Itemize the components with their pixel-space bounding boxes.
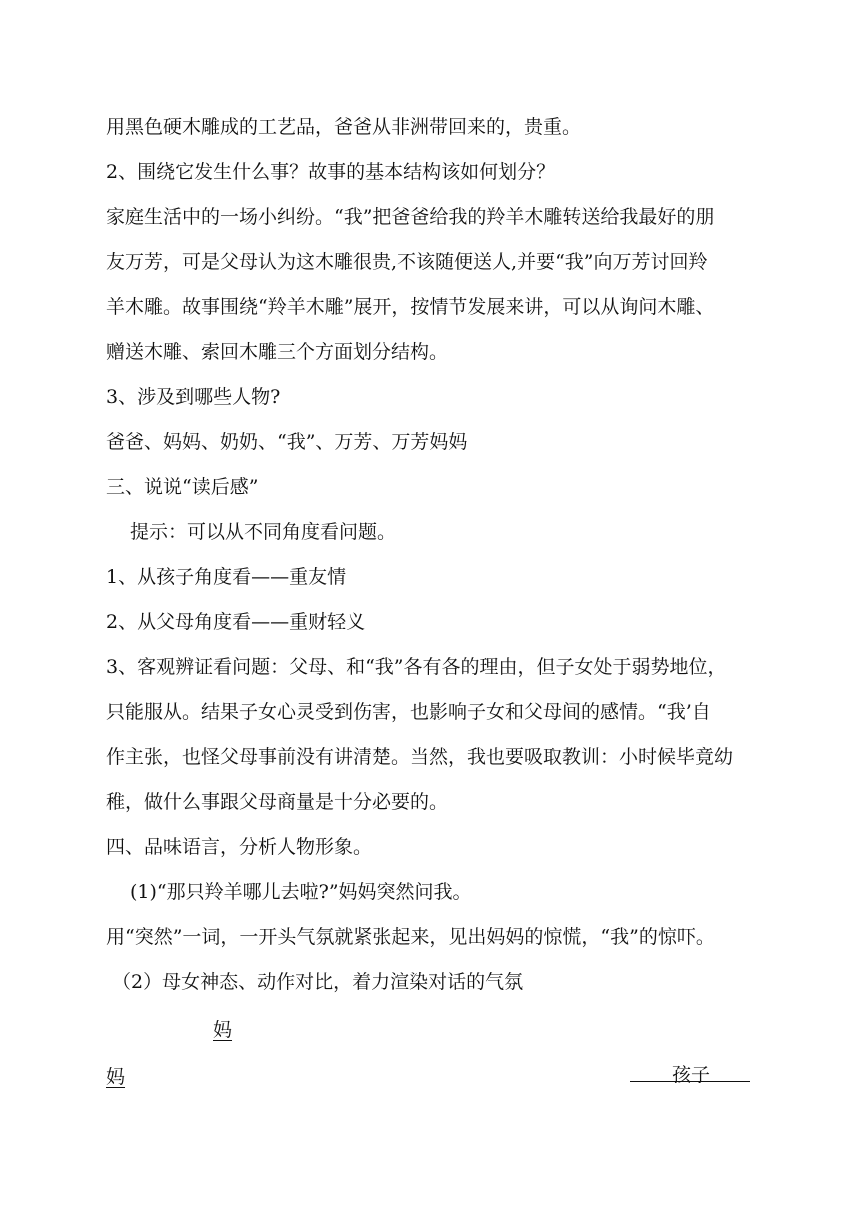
section-heading: 三、说说“读后感”: [106, 476, 259, 498]
list-item: 1、从孩子角度看——重友情: [106, 566, 347, 588]
hint-line: 提示：可以从不同角度看问题。: [130, 521, 397, 543]
diagram-label-mother-top: 妈: [213, 1019, 233, 1041]
question-heading: 3、涉及到哪些人物?: [106, 386, 281, 408]
paragraph-line: 稚，做什么事跟父母商量是十分必要的。: [106, 791, 449, 813]
diagram-label-mother-left: 妈: [106, 1066, 126, 1088]
list-item: 2、从父母角度看——重财轻义: [106, 611, 366, 633]
diagram-label-child: 孩子: [672, 1064, 711, 1086]
paragraph-line: 赠送木雕、索回木雕三个方面划分结构。: [106, 341, 449, 363]
paragraph-line: 只能服从。结果子女心灵受到伤害，也影响子女和父母间的感情。“我’自: [106, 701, 711, 723]
paragraph-line: 家庭生活中的一场小纠纷。“我”把爸爸给我的羚羊木雕转送给我最好的朋: [106, 206, 715, 228]
question-heading: 2、围绕它发生什么事？故事的基本结构该如何划分？: [106, 161, 556, 183]
section-heading: 四、品味语言，分析人物形象。: [106, 836, 373, 858]
paragraph-line: 爸爸、妈妈、奶奶、“我”、万芳、万芳妈妈: [106, 431, 468, 453]
list-item: 3、客观辨证看问题：父母、和“我”各有各的理由，但子女处于弱势地位，: [106, 656, 727, 678]
question-heading: （2）母女神态、动作对比，着力渲染对话的气氛: [112, 971, 524, 993]
paragraph-line: 作主张，也怪父母事前没有讲清楚。当然，我也要吸取教训：小时候毕竟幼: [106, 746, 734, 768]
paragraph-line: 用黑色硬木雕成的工艺品，爸爸从非洲带回来的，贵重。: [106, 116, 582, 138]
quote-line: (1)“那只羚羊哪儿去啦?”妈妈突然问我。: [130, 881, 472, 903]
paragraph-line: 羊木雕。故事围绕“羚羊木雕”展开，按情节发展来讲，可以从询问木雕、: [106, 296, 715, 318]
paragraph-line: 用“突然”一词，一开头气氛就紧张起来，见出妈妈的惊慌，“我”的惊吓。: [106, 926, 715, 948]
paragraph-line: 友万芳，可是父母认为这木雕很贵,不该随便送人,并要“我”向万芳讨回羚: [106, 251, 708, 273]
